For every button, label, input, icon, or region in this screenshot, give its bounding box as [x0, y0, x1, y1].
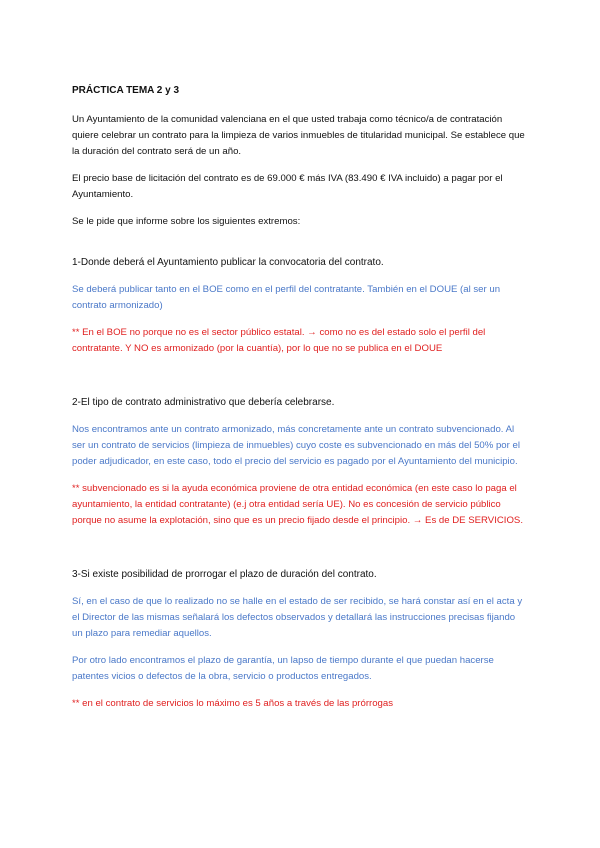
note-2: ** subvencionado es si la ayuda económica proviene de otra entidad económica (en este caso lo paga el ayuntamiento, la entidad contratante) (e.j otra entidad sería UE). No es concesión de servicio público porque no asume la explotación, sino que es un precio fijado desde el principio. → Es de DE SERVICIOS.	[72, 483, 523, 526]
question-1: 1-Donde deberá el Ayuntamiento publicar la convocatoria del contrato.	[72, 257, 384, 268]
answer-1: Se deberá publicar tanto en el BOE como en el perfil del contratante. También en el DOUE (al ser un contrato armonizado)	[72, 284, 501, 311]
page-title: PRÁCTICA TEMA 2 y 3	[72, 85, 180, 96]
question-3: 3-Si existe posibilidad de prorrogar el plazo de duración del contrato.	[72, 569, 377, 580]
answer-2: Nos encontramos ante un contrato armonizado, más concretamente ante un contrato subvencionado. Al ser un contrato de servicios (limpieza de inmuebles) cuyo coste es subvencionado en más del 50% por el poder adjudicador, en este caso, todo el precio del servicio es pagado por el Ayuntamiento del municipio.	[72, 424, 520, 467]
intro-paragraph-2: El precio base de licitación del contrato es de 69.000 € más IVA (83.490 € IVA incluido) a pagar por el Ayuntamiento.	[72, 173, 503, 200]
note-1: ** En el BOE no porque no es el sector público estatal. → como no es del estado solo el perfil del contratante. Y NO es armonizado (por la cuantía), por lo que no se publica en el DOUE	[72, 327, 486, 354]
document-page	[72, 84, 528, 723]
intro-paragraph-3: Se le pide que informe sobre los siguientes extremos:	[72, 216, 301, 227]
answer-3b: Por otro lado encontramos el plazo de garantía, un lapso de tiempo durante el que puedan hacerse patentes vicios o defectos de la obra, servicio o productos entregados.	[72, 655, 494, 682]
question-2: 2-El tipo de contrato administrativo que debería celebrarse.	[72, 397, 335, 408]
intro-paragraph-1: Un Ayuntamiento de la comunidad valenciana en el que usted trabaja como técnico/a de contratación quiere celebrar un contrato para la limpieza de varios inmuebles de titularidad municipal. Se establece que la duración del contrato será de un año.	[72, 114, 525, 157]
answer-3a: Sí, en el caso de que lo realizado no se halle en el estado de ser recibido, se hará constar así en el acta y el Director de las mismas señalará los defectos observados y detallará las instrucciones precisas fijando un plazo para remediar aquellos.	[72, 596, 523, 639]
note-3: ** en el contrato de servicios lo máximo es 5 años a través de las prórrogas	[72, 698, 394, 709]
